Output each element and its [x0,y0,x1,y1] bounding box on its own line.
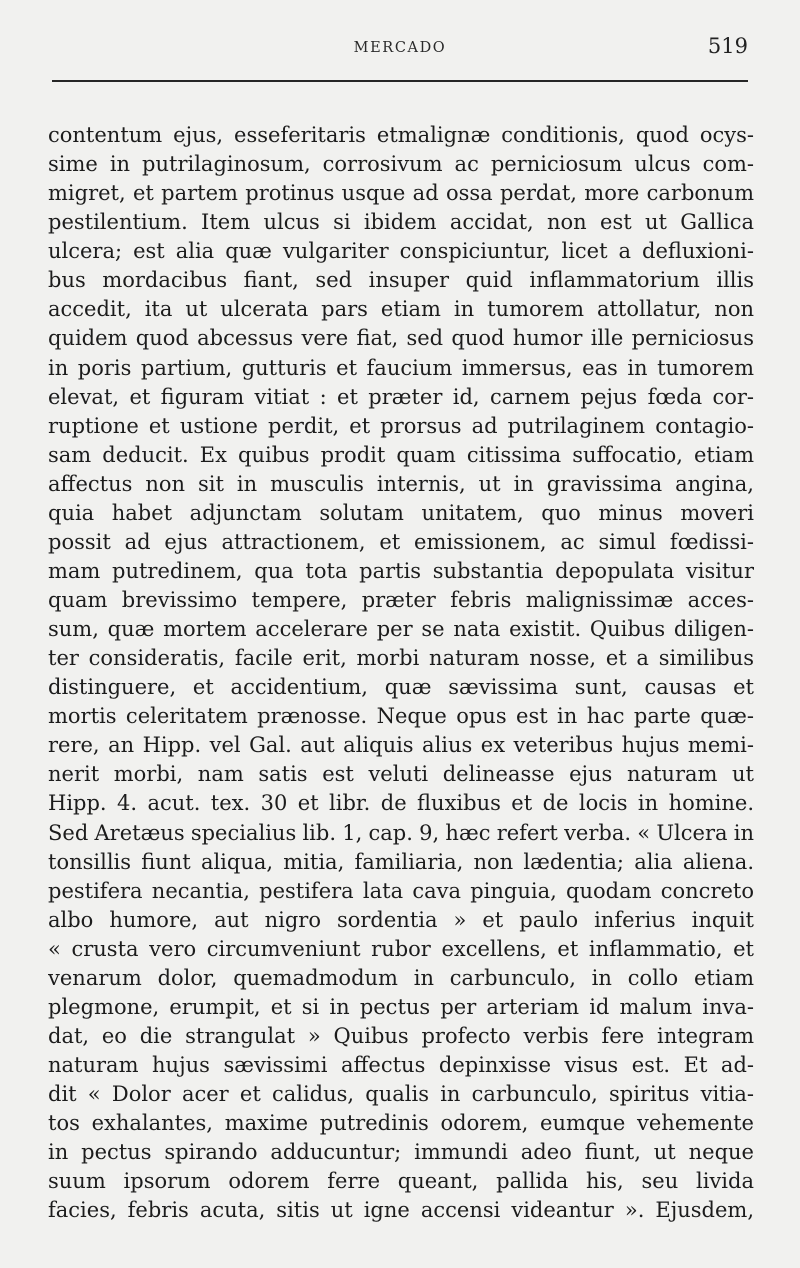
text-line: ulcera; est alia quæ vulgariter conspiciuntur, licet a defluxioni- [48,239,754,264]
text-line: sam deducit. Ex quibus prodit quam citissima suffocatio, etiam [48,442,754,467]
text-line: quia habet adjunctam solutam unitatem, quo minus moveri [48,500,754,525]
text-line: nerit morbi, nam satis est veluti delineasse ejus naturam ut [48,762,754,787]
text-line: quidem quod abcessus vere fiat, sed quod humor ille perniciosus [48,326,754,351]
text-line: possit ad ejus attractionem, et emissionem, ac simul fœdissi- [48,529,754,554]
text-line: ter consideratis, facile erit, morbi naturam nosse, et a similibus [48,646,754,671]
text-line: quam brevissimo tempere, præter febris malignissimæ acces- [48,588,754,612]
text-line: in pectus spirando adducuntur; immundi adeo fiunt, ut neque [48,1140,754,1165]
text-line: « crusta vero circumveniunt rubor excellens, et inflammatio, et [48,936,754,961]
text-line: distinguere, et accidentium, quæ sævissima sunt, causas et [48,675,754,700]
page-number: 519 [707,34,748,58]
text-line: elevat, et figuram vitiat : et præter id, carnem pejus fœda cor- [48,384,754,409]
text-line: Hipp. 4. acut. tex. 30 et libr. de fluxibus et de locis in homine. [48,791,754,816]
text-line: dat, eo die strangulat » Quibus profecto verbis fere integram [48,1023,754,1048]
text-line: albo humore, aut nigro sordentia » et paulo inferius inquit [48,907,754,932]
text-line: facies, febris acuta, sitis ut igne accensi videantur ». Ejusdem, [48,1198,754,1223]
body-text [48,121,754,1225]
text-line: accedit, ita ut ulcerata pars etiam in tumorem attollatur, non [48,297,754,322]
text-line: contentum ejus, esseferitaris etmalignæ conditionis, quod ocys- [48,123,754,147]
running-title: MERCADO [353,40,447,56]
text-line: affectus non sit in musculis internis, ut in gravissima angina, [48,471,754,496]
text-line: venarum dolor, quemadmodum in carbunculo, in collo etiam [48,965,754,990]
text-line: suum ipsorum odorem ferre queant, pallida his, seu livida [48,1169,754,1194]
text-line: pestilentium. Item ulcus si ibidem accidat, non est ut Gallica [48,210,754,235]
running-head [52,34,748,74]
text-line: rere, an Hipp. vel Gal. aut aliquis alius ex veteribus hujus memi- [48,733,754,758]
text-line: naturam hujus sævissimi affectus depinxisse visus est. Et ad- [48,1053,754,1077]
text-line: migret, et partem protinus usque ad ossa perdat, more carbonum [48,181,754,206]
text-line: sime in putrilaginosum, corrosivum ac perniciosum ulcus com- [48,152,754,177]
text-line: mortis celeritatem prænosse. Neque opus est in hac parte quæ- [48,704,754,729]
text-line: dit « Dolor acer et calidus, qualis in carbunculo, spiritus vitia- [48,1082,754,1107]
text-line: ruptione et ustione perdit, et prorsus ad putrilaginem contagio- [48,413,754,438]
text-line: tos exhalantes, maxime putredinis odorem, eumque vehemente [48,1111,754,1136]
header-rule [52,80,748,82]
text-line: in poris partium, gutturis et faucium immersus, eas in tumorem [48,355,754,380]
text-line: Sed Aretæus specialius lib. 1, cap. 9, hæc refert verba. « Ulcera in [48,820,754,845]
text-line: bus mordacibus fiant, sed insuper quid inflammatorium illis [48,268,754,293]
text-line: tonsillis fiunt aliqua, mitia, familiaria, non lædentia; alia aliena. [48,849,754,874]
text-line: mam putredinem, qua tota partis substantia depopulata visitur [48,558,754,583]
text-line: sum, quæ mortem accelerare per se nata existit. Quibus diligen- [48,617,754,642]
text-line: plegmone, erumpit, et si in pectus per arteriam id malum inva- [48,994,754,1019]
text-line: pestifera necantia, pestifera lata cava pinguia, quodam concreto [48,878,754,903]
